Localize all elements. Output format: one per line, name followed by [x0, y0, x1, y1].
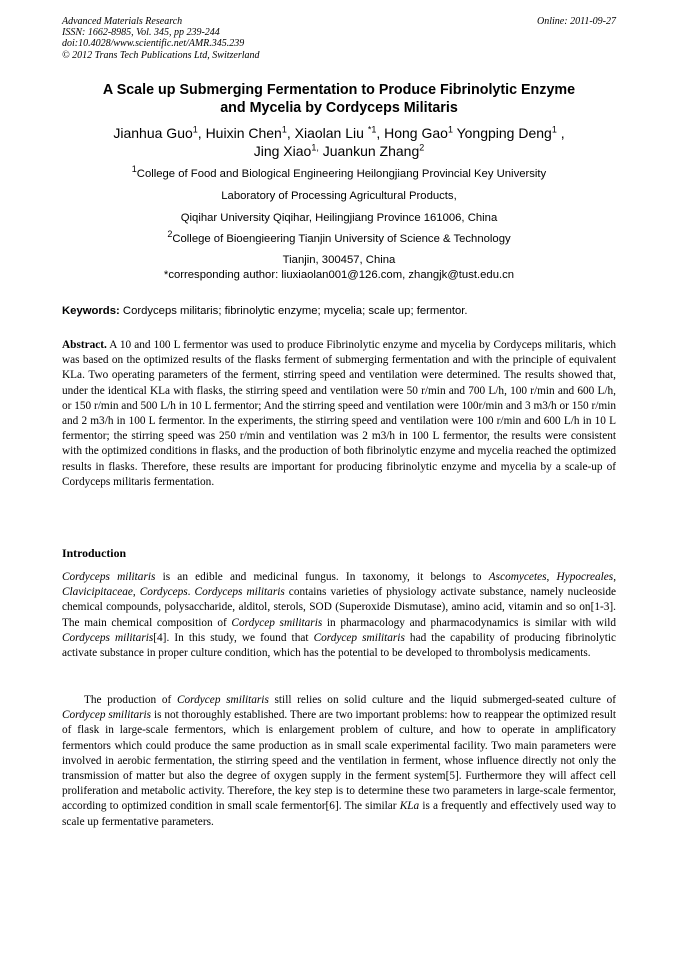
author-affil-mark: 1: [447, 124, 453, 135]
affiliation-line-4: [62, 229, 616, 246]
abstract-text: A 10 and 100 L fermentor was used to produce Fibrinolytic enzyme and mycelia by Cordyceps militaris, which was based on the optimized results of the flasks ferment of submerging fermentation and with the principle of equivalent KLa. Two operating parameters of the ferment, stirring speed and ventilation were determined. The results showed that, under the identical KLa with flasks, the stirring speed and ventilation were 50 r/min and 700 L/h, 100 r/min and 600 L/h, or 150 r/min and 500 L/h in 10 L fermentor; And the stirring speed and ventilation were 100r/min and 3 m3/h or 150 r/min and 2 m3/h in 100 L fermentor. In the experiments, the stirring speed and ventilation were 100 r/min and 600 L/h in 10 L fermentor; the stirring speed was 250 r/min and ventilation was 2 m3/h in 100 L fermentor, the results were consistent with the optimized conditions in flasks, and the production of both fibrinolytic enzyme and mycelia reached the optimized results in flasks. Therefore, these results are important for producing fibrinolytic enzyme and mycelia by a scale-up of Cordyceps militaris fermentation.: [62, 339, 616, 488]
affiliation-line-5: Tianjin, 300457, China: [282, 254, 396, 266]
taxon-name: Cordyceps: [139, 586, 188, 599]
author-name: Jing Xiao: [253, 143, 312, 159]
species-name: Cordyceps militaris: [62, 571, 156, 583]
text-run: is not thoroughly established. There are two important problems: how to reappear the optimized result of flask in large-scale fermentors, which is enlargement problem of culture, and how to operate in amplificatory fermentors which could produce the same production as in small scale experimental facility. Two main parameters were involved in aerobic fermentation, the stirring speed and the ventilation in ferment, whose influence directly not only the transmission of matter but also the degree of oxygen supply in the ferment system[5]. Furthermore they will affect cell proliferation and metabolic activity. Therefore, the key step is to determine these two parameters in large-scale fermentor, according to optimized condition in small scale fermentor[6]. The similar: [62, 709, 617, 813]
species-name: Cordycep smilitaris: [231, 616, 323, 629]
author-affil-mark: 2: [419, 142, 425, 153]
author-line-1: [62, 124, 616, 142]
title-line-2: and Mycelia by Cordyceps Militaris: [220, 100, 458, 116]
species-name: Cordycep smilitaris: [313, 631, 405, 644]
kla-symbol: KLa: [399, 800, 420, 813]
taxon-name: Hypocreales: [556, 571, 614, 583]
author-affil-mark: 1: [192, 124, 198, 135]
author-separator: ,: [556, 125, 565, 141]
keywords-text: Cordyceps militaris; fibrinolytic enzyme; mycelia; scale up; fermentor.: [119, 305, 468, 317]
affiliation-text: College of Bioengieering Tianjin University of Science & Technology: [172, 233, 511, 245]
issn-line: ISSN: 1662-8985, Vol. 345, pp 239-244: [62, 27, 220, 39]
species-name: Cordyceps militaris: [194, 586, 285, 599]
author-affil-mark: 1: [281, 124, 287, 135]
text-run: ,: [132, 586, 140, 599]
keywords-label: Keywords:: [62, 305, 120, 317]
corresponding-author: *corresponding author: liuxiaolan001@126.com, zhangjk@tust.edu.cn: [163, 269, 515, 281]
text-run: The production of: [84, 694, 177, 706]
author-list: [62, 124, 616, 160]
author-name: , Huixin Chen: [197, 125, 282, 141]
journal-header: [62, 16, 616, 61]
online-date: Online: 2011-09-27: [537, 16, 616, 27]
author-line-2: [62, 142, 616, 160]
affiliation-mark: 1: [131, 164, 137, 175]
copyright-line: © 2012 Trans Tech Publications Ltd, Switzerland: [62, 49, 260, 61]
text-run: had the capability of producing fibrinolytic activate substance in proper culture condition, which has the potential to be developed to thrombolysis medicaments.: [62, 631, 616, 660]
affiliation-line-1: [62, 164, 616, 181]
species-name: Cordyceps militaris: [62, 631, 154, 644]
title-line-1: A Scale up Submerging Fermentation to Produce Fibrinolytic Enzyme: [102, 82, 576, 98]
affiliation-line-2: Laboratory of Processing Agricultural Products,: [221, 190, 457, 202]
text-run: ,: [546, 571, 557, 583]
author-name: , Hong Gao: [376, 125, 448, 141]
affiliation-line-3: Qiqihar University Qiqihar, Heilingjiang Province 161006, China: [180, 212, 498, 224]
author-name: Yongping Deng: [452, 125, 552, 141]
species-name: Cordycep smilitaris: [62, 709, 152, 722]
abstract-label: Abstract.: [62, 339, 107, 351]
author-affil-mark: 1: [551, 124, 557, 135]
section-heading-introduction: Introduction: [62, 546, 127, 560]
author-name: Jianhua Guo: [113, 125, 193, 141]
text-run: .: [187, 586, 195, 599]
taxon-name: Clavicipitaceae: [62, 586, 133, 599]
author-name: , Xiaolan Liu: [286, 125, 368, 141]
intro-paragraph-1: [62, 570, 616, 661]
journal-name: Advanced Materials Research: [62, 16, 183, 27]
keywords: [62, 304, 616, 318]
text-run: in pharmacology and pharmacodynamics is similar with wild: [322, 616, 617, 629]
species-name: Cordycep smilitaris: [176, 694, 269, 706]
author-affil-mark: *1: [367, 124, 377, 135]
affiliation-text: College of Food and Biological Engineering Heilongjiang Provincial Key University: [136, 168, 547, 180]
author-affil-mark: 1,: [311, 142, 319, 153]
author-name: Juankun Zhang: [318, 143, 420, 159]
taxon-name: Ascomycetes: [488, 571, 547, 583]
text-run: [4]. In this study, we found that: [153, 631, 314, 644]
text-run: contains varieties of physiology activate substance, namely nucleoside chemical compounds, polysaccharide, alditol, sterols, SOD (Superoxide Dismutase), amino acid, vitamin and so on[1-3]. The main chemical composition of: [62, 586, 616, 629]
paper-title: [62, 81, 616, 117]
affiliation-mark: 2: [167, 229, 173, 240]
text-run: still relies on solid culture and the liquid submerged-seated culture of: [268, 694, 616, 706]
text-run: is an edible and medicinal fungus. In taxonomy, it belongs to: [155, 571, 489, 583]
abstract: [62, 338, 616, 490]
doi-line: doi:10.4028/www.scientific.net/AMR.345.239: [62, 38, 245, 50]
text-run: is a frequently and effectively used way to scale up fermentative parameters.: [62, 800, 616, 828]
text-run: ,: [613, 571, 617, 583]
intro-paragraph-2: [62, 693, 616, 830]
